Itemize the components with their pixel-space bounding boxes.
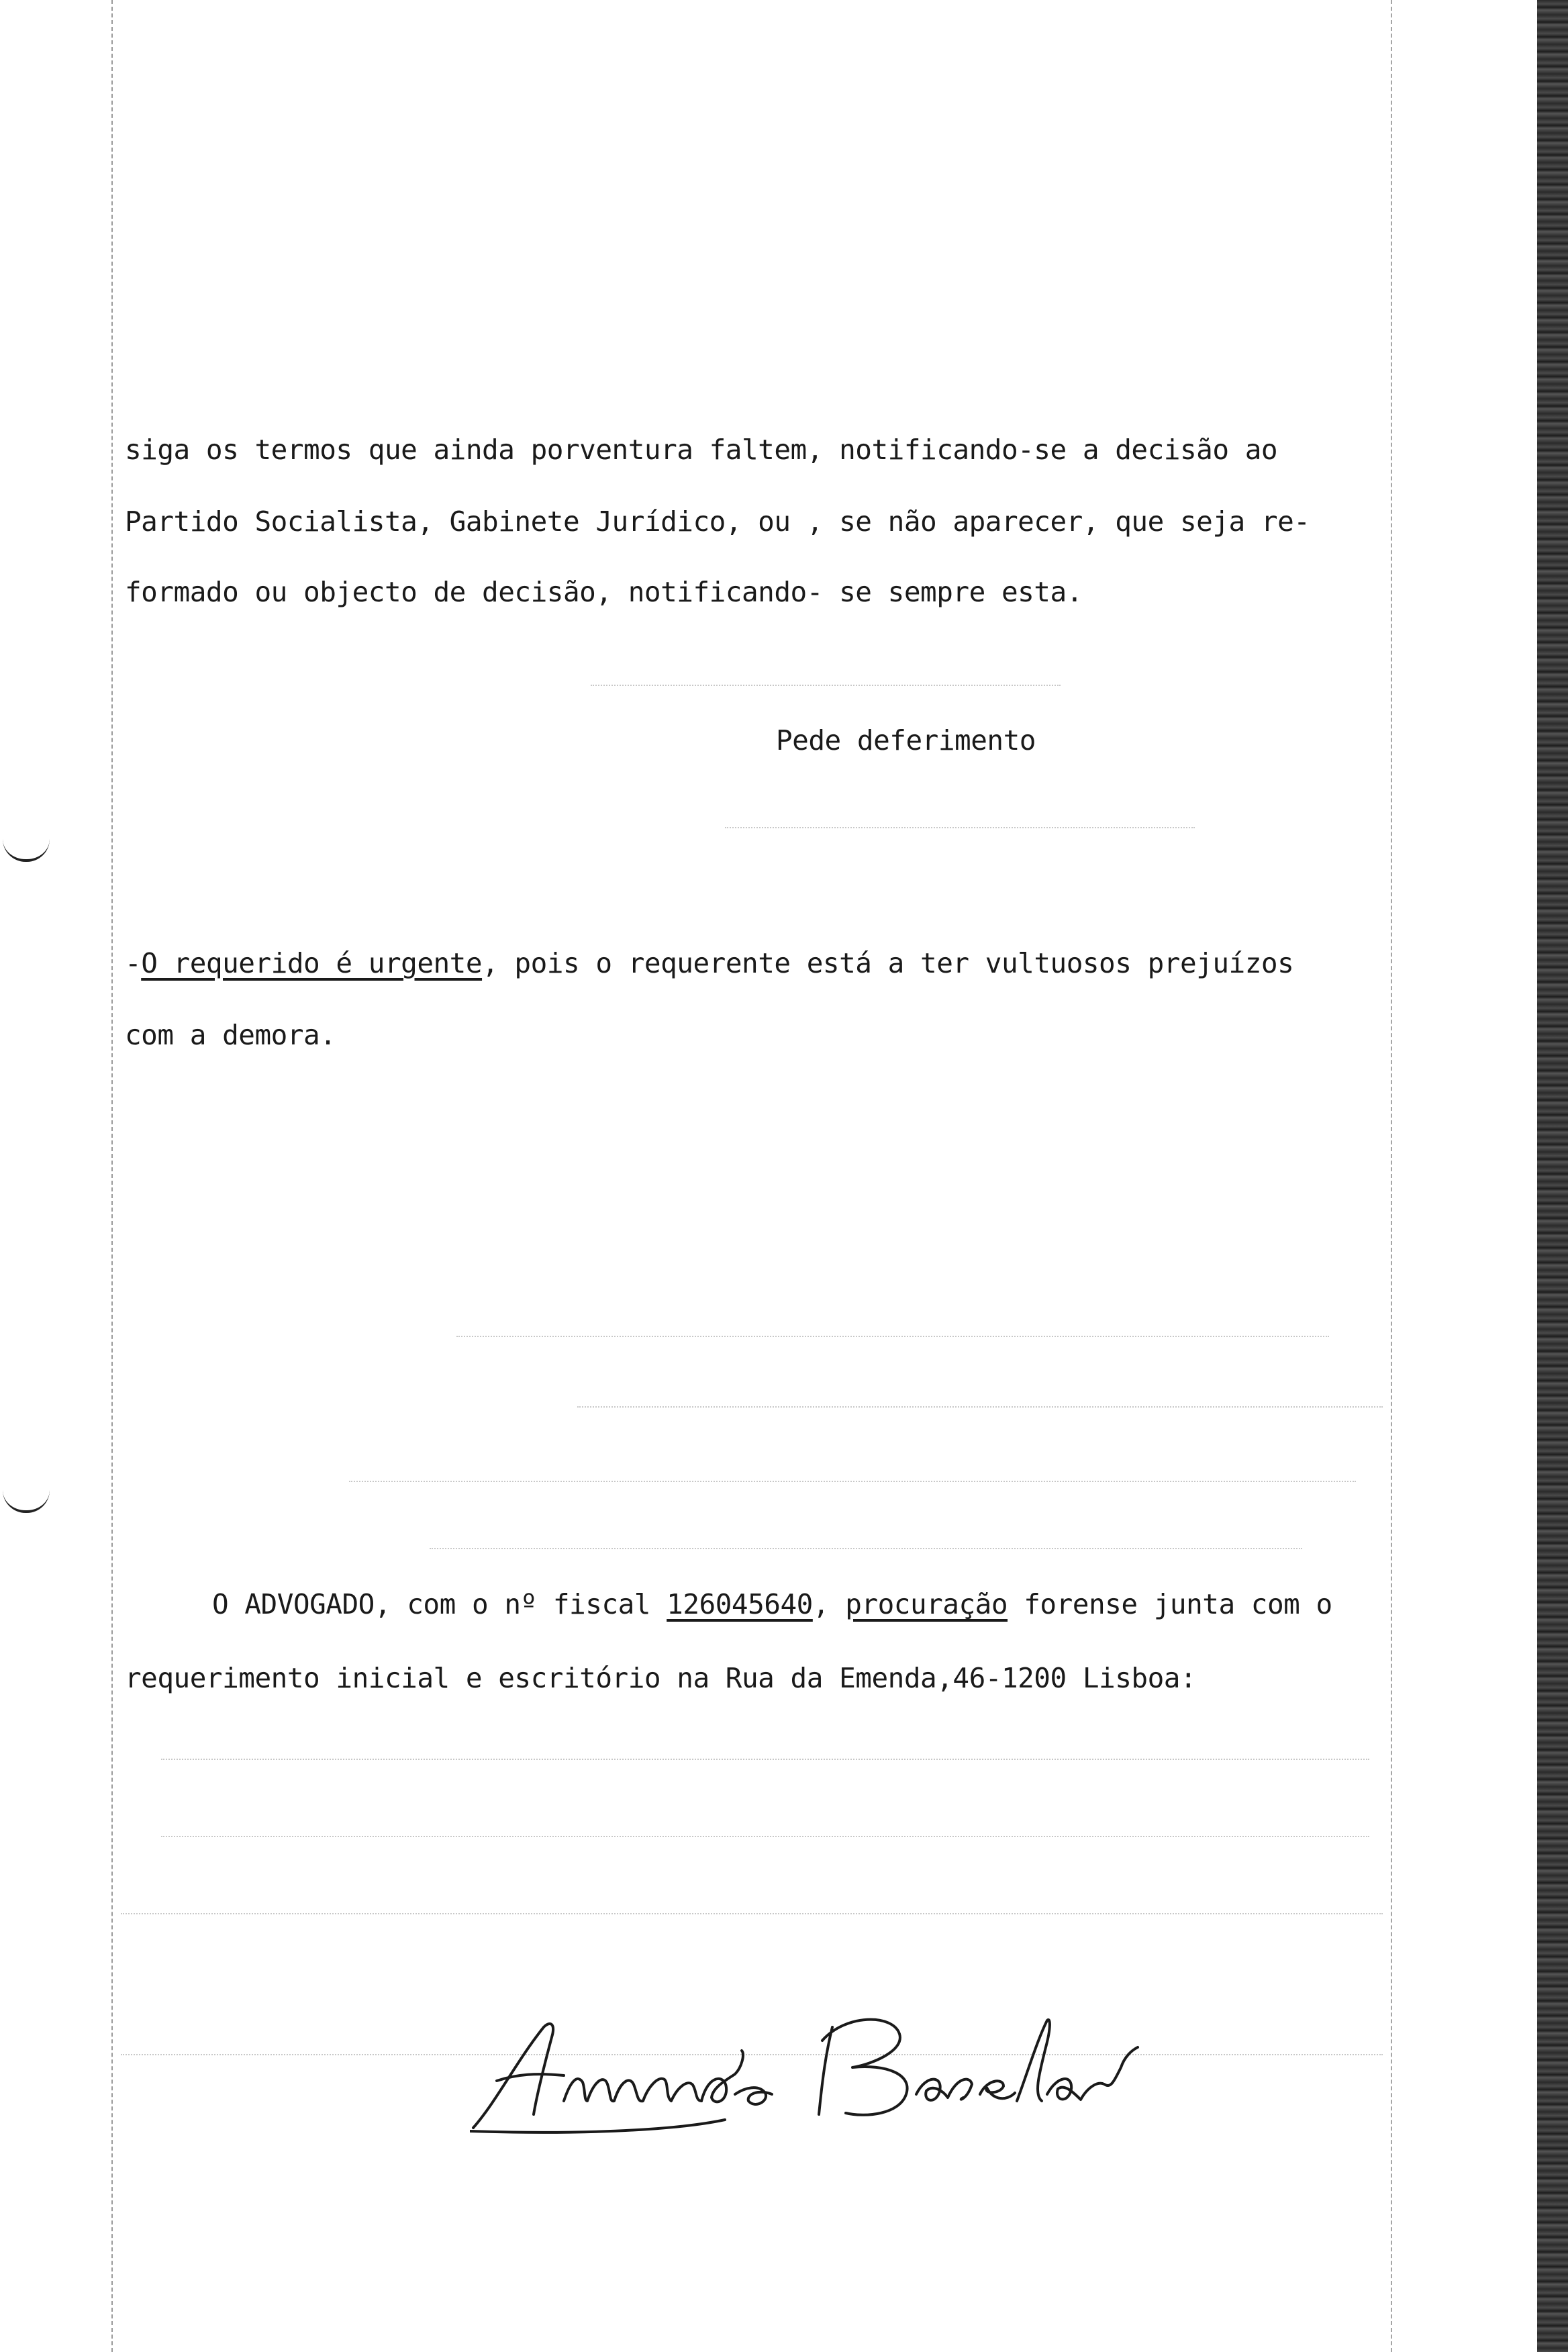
faint-rule: [577, 1406, 1383, 1408]
paragraph-line: Partido Socialista, Gabinete Jurídico, ou , se não aparecer, que seja re-: [125, 505, 1310, 538]
lawyer-separator: ,: [812, 1588, 846, 1620]
faint-rule: [349, 1481, 1356, 1482]
urgency-rest: , pois o requerente está a ter vultuosos prejuízos: [482, 947, 1294, 979]
left-margin-rule: [111, 0, 113, 2352]
lawyer-intro: O ADVOGADO, com o nº fiscal: [212, 1588, 667, 1620]
fiscal-number: 126045640: [667, 1588, 813, 1620]
lawyer-intro-end: forense junta com o: [1008, 1588, 1332, 1620]
faint-rule: [591, 685, 1061, 686]
handwritten-signature: [470, 2000, 1168, 2135]
faint-rule: [121, 1913, 1383, 1914]
paragraph-line: formado ou objecto de decisão, notificando- se sempre esta.: [125, 576, 1083, 608]
faint-rule: [161, 1836, 1369, 1837]
faint-rule: [430, 1548, 1302, 1549]
urgency-prefix: -: [125, 947, 142, 979]
faint-rule: [456, 1336, 1329, 1337]
urgency-line-2: com a demora.: [125, 1019, 336, 1051]
punch-hole-mark-top: [3, 839, 50, 862]
urgency-underlined-text: O requerido é urgente: [141, 947, 483, 979]
closing-text: Pede deferimento: [776, 724, 1036, 756]
procuracao-word: procuração: [845, 1588, 1008, 1620]
faint-rule: [725, 827, 1195, 828]
scan-edge-shadow: [1537, 0, 1568, 2352]
lawyer-line-2: requerimento inicial e escritório na Rua da Emenda,46-1200 Lisboa:: [125, 1662, 1197, 1694]
urgency-line: [125, 947, 1294, 979]
lawyer-line-1: [212, 1588, 1332, 1620]
punch-hole-mark-bottom: [3, 1490, 50, 1513]
paragraph-line: siga os termos que ainda porventura faltem, notificando-se a decisão ao: [125, 434, 1278, 466]
right-margin-rule: [1391, 0, 1392, 2352]
faint-rule: [161, 1759, 1369, 1760]
